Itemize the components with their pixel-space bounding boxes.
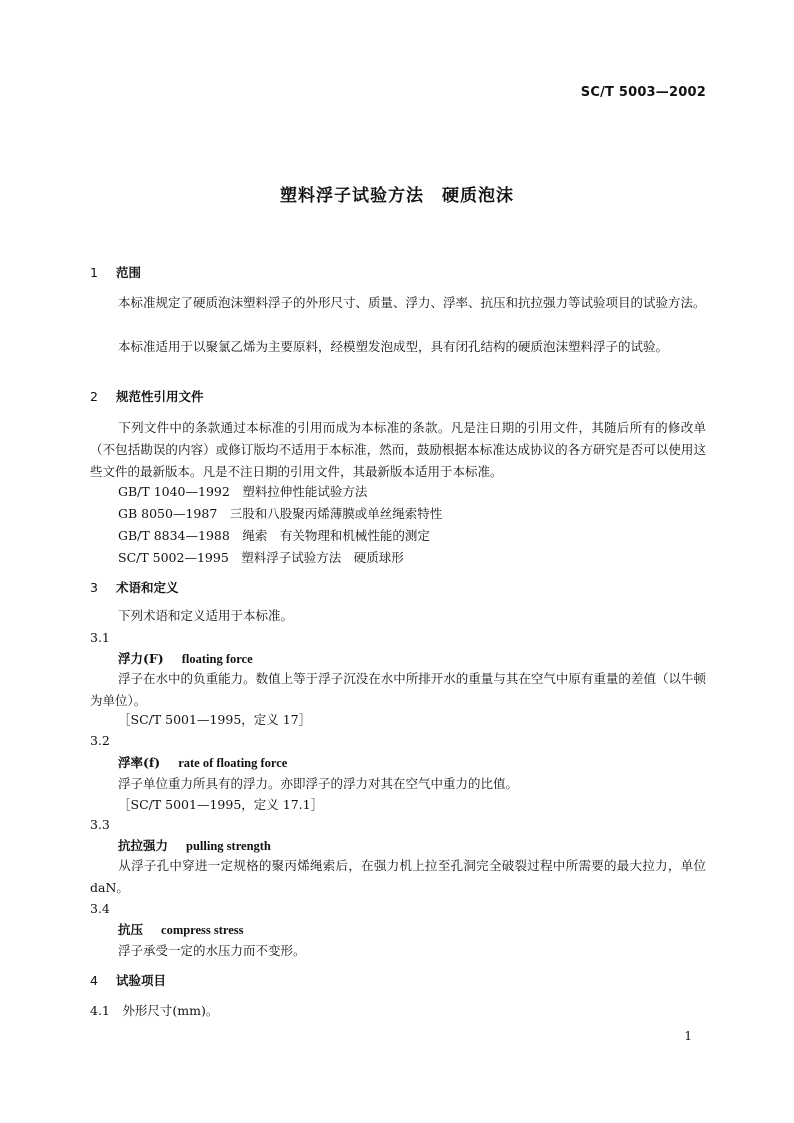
section-1-title: 范围 [116,265,142,280]
term-3-4-definition: 浮子承受一定的水压力而不变形。 [118,943,306,958]
normative-reference: GB/T 1040—1992 塑料拉伸性能试验方法 [118,484,368,499]
section-1-paragraph-1: 本标准规定了硬质泡沫塑料浮子的外形尺寸、质量、浮力、浮率、抗压和抗拉强力等试验项目的试验方法。 [118,295,706,310]
section-2-heading: 2 规范性引用文件 [90,389,204,404]
normative-reference: SC/T 5002—1995 塑料浮子试验方法 硬质球形 [118,550,404,565]
normative-reference: GB 8050—1987 三股和八股聚丙烯薄膜或单丝绳索特性 [118,506,443,521]
term-3-2-heading: 浮率(f) rate of floating force [118,755,288,770]
term-3-1-number: 3.1 [90,630,110,645]
section-3-title: 术语和定义 [116,580,179,595]
normative-reference: GB/T 8834—1988 绳索 有关物理和机械性能的测定 [118,528,430,543]
term-3-4-number: 3.4 [90,901,110,916]
item-4-1: 4.1 外形尺寸(mm)。 [90,1003,219,1018]
term-3-2-source: ［SC/T 5001—1995，定义 17.1］ [118,797,324,812]
section-3-intro: 下列术语和定义适用于本标准。 [118,608,294,623]
term-3-1-heading: 浮力(F) floating force [118,651,253,666]
term-3-4-heading: 抗压 compress stress [118,922,244,937]
term-3-3-definition: 从浮子孔中穿进一定规格的聚丙烯绳索后，在强力机上拉至孔洞完全破裂过程中所需要的最大拉力，单位 daN。 [90,858,706,895]
term-3-1-source: ［SC/T 5001—1995，定义 17］ [118,712,312,727]
page-number: 1 [684,1029,692,1043]
section-1-heading: 1 范围 [90,265,142,280]
term-3-1-definition: 浮子在水中的负重能力。数值上等于浮子沉没在水中所排开水的重量与其在空气中原有重量的差值（以牛顿为单位）。 [90,671,706,708]
standard-number: SC/T 5003—2002 [580,85,706,100]
term-3-2-definition: 浮子单位重力所具有的浮力。亦即浮子的浮力对其在空气中重力的比值。 [118,776,519,791]
document-title: 塑料浮子试验方法 硬质泡沫 [280,186,514,206]
term-3-3-number: 3.3 [90,817,110,832]
section-4-heading: 4 试验项目 [90,973,167,988]
section-4-title: 试验项目 [116,973,167,988]
term-3-3-heading: 抗拉强力 pulling strength [118,838,271,853]
section-3-heading: 3 术语和定义 [90,580,179,595]
section-2-paragraph: 下列文件中的条款通过本标准的引用而成为本标准的条款。凡是注日期的引用文件，其随后所有的修改单（不包括勘误的内容）或修订版均不适用于本标准，然而，鼓励根据本标准达成协议的各方研究是否可以使用这些文件的最新版本。凡是不注日期的引用文件，其最新版本适用于本标准。 [90,420,706,479]
section-1-paragraph-2: 本标准适用于以聚氯乙烯为主要原料，经模塑发泡成型，具有闭孔结构的硬质泡沫塑料浮子的试验。 [118,339,669,354]
term-3-2-number: 3.2 [90,733,110,748]
section-2-title: 规范性引用文件 [116,389,204,404]
